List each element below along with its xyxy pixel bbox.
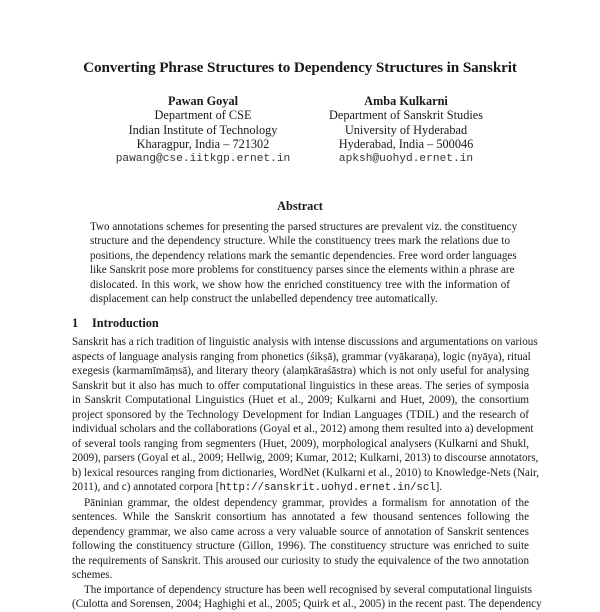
abstract-body	[90, 220, 518, 306]
author-department: Department of CSE	[154, 108, 252, 123]
author-block-1	[93, 94, 313, 166]
author-institution: University of Hyderabad	[344, 122, 468, 137]
author-block-2	[296, 94, 516, 166]
section-title: Introduction	[92, 316, 159, 330]
section-heading	[72, 316, 159, 331]
body-line: (Culotta and Sorensen, 2004; Haghighi et al., 2005; Quirk et al., 2005) in the recent past. The dependency	[72, 598, 542, 610]
body-line: individual scholars and the collaborations (Goyal et al., 2012) among them resulted into a) development	[72, 423, 534, 435]
abstract-heading: Abstract	[277, 199, 323, 213]
body-line: following the constituency structure (Gillon, 1996). The constituency structure was enriched to suite	[72, 540, 529, 552]
body-line: the requirements of Sanskrit. This aroused our curiosity to study the equivalence of the two annotation	[72, 554, 529, 567]
body-line: exegesis (karmamīmāṃsā), and literary theory (alaṃkāraśāstra) which is not only useful for analysing	[72, 365, 529, 377]
body-line: sentences. While the Sanskrit consortium has annotated a few thousand sentences following the	[72, 511, 529, 523]
author-name: Amba Kulkarni	[364, 94, 448, 108]
body-line: Sanskrit has a rich tradition of linguistic analysis with intense discussions and argumentations on various	[72, 336, 538, 348]
paragraph-1	[72, 335, 540, 496]
body-text: 2011), and c) annotated corpora [	[72, 481, 220, 493]
paragraph-3	[72, 583, 542, 612]
author-department: Department of Sanskrit Studies	[328, 108, 484, 123]
author-email: pawang@cse.iitkgp.ernet.in	[115, 152, 291, 165]
body-line: in Sanskrit Computational Linguistics (Huet et al., 2009; Kulkarni and Huet, 2009), the consortium	[72, 394, 529, 406]
body-text: ].	[435, 481, 443, 493]
abstract-line: displacement can help construct the unlabelled dependency tree automatically.	[90, 293, 438, 306]
body-line: Pāninian grammar, the oldest dependency grammar, provides a formalism for annotation of the	[84, 496, 529, 509]
body-line: The importance of dependency structure has been well recognised by several computational linguists	[84, 583, 532, 596]
body-line: dependency grammar, we also came across a very valuable source of annotation of Sanskrit sentences	[72, 525, 529, 538]
paper-title: Converting Phrase Structures to Dependency Structures in Sanskrit	[83, 59, 517, 76]
abstract-line: dislocated. In this work, we show how the enriched constituency tree with the information of	[90, 278, 510, 291]
author-email: apksh@uohyd.ernet.in	[338, 152, 474, 165]
section-number: 1	[72, 316, 79, 330]
author-location: Kharagpur, India – 721302	[136, 137, 270, 152]
abstract-line: structure and the dependency structure. While the constituency trees mark the relations due to	[90, 235, 510, 248]
body-line: project sponsored by the Technology Development for Indian Languages (TDIL) and the research of	[72, 408, 529, 421]
paragraph-2	[72, 496, 529, 583]
body-line: 2009), parsers (Goyal et al., 2009; Hellwig, 2009; Kumar, 2012; Kulkarni, 2013) to discourse annotators,	[72, 452, 539, 464]
body-line: aspects of language analysis ranging from phonetics (śikṣā), grammar (vyākaraṇa), logic (nyāya), ritual	[72, 350, 531, 363]
abstract-line: positions, the dependency relations mark the semantic dependencies. Free word order languages	[90, 249, 517, 262]
section-body	[72, 335, 542, 612]
author-name: Pawan Goyal	[167, 94, 239, 108]
corpus-url-link[interactable]: http://sanskrit.uohyd.ernet.in/scl	[219, 482, 436, 494]
body-line: of several tools ranging from segmenters (Huet, 2009), morphological analysers (Kulkarni and Shukl,	[72, 437, 529, 450]
author-location: Hyderabad, India – 500046	[338, 137, 474, 152]
author-institution: Indian Institute of Technology	[128, 122, 278, 137]
abstract-line: Two annotations schemes for presenting the parsed structures are prevalent viz. the constituency	[90, 221, 518, 233]
abstract-line: like Sanskrit pose more problems for constituency parses since the elements within a phrase are	[90, 264, 515, 277]
body-line: b) lexical resources ranging from dictionaries, WordNet (Kulkarni et al., 2010) to Knowledge-Nets (Nair,	[72, 466, 540, 479]
body-line: Sanskrit but it also has much to offer computational linguistics in these areas. The series of symposia	[72, 379, 529, 392]
body-line: schemes.	[72, 569, 113, 581]
body-line	[72, 480, 529, 496]
